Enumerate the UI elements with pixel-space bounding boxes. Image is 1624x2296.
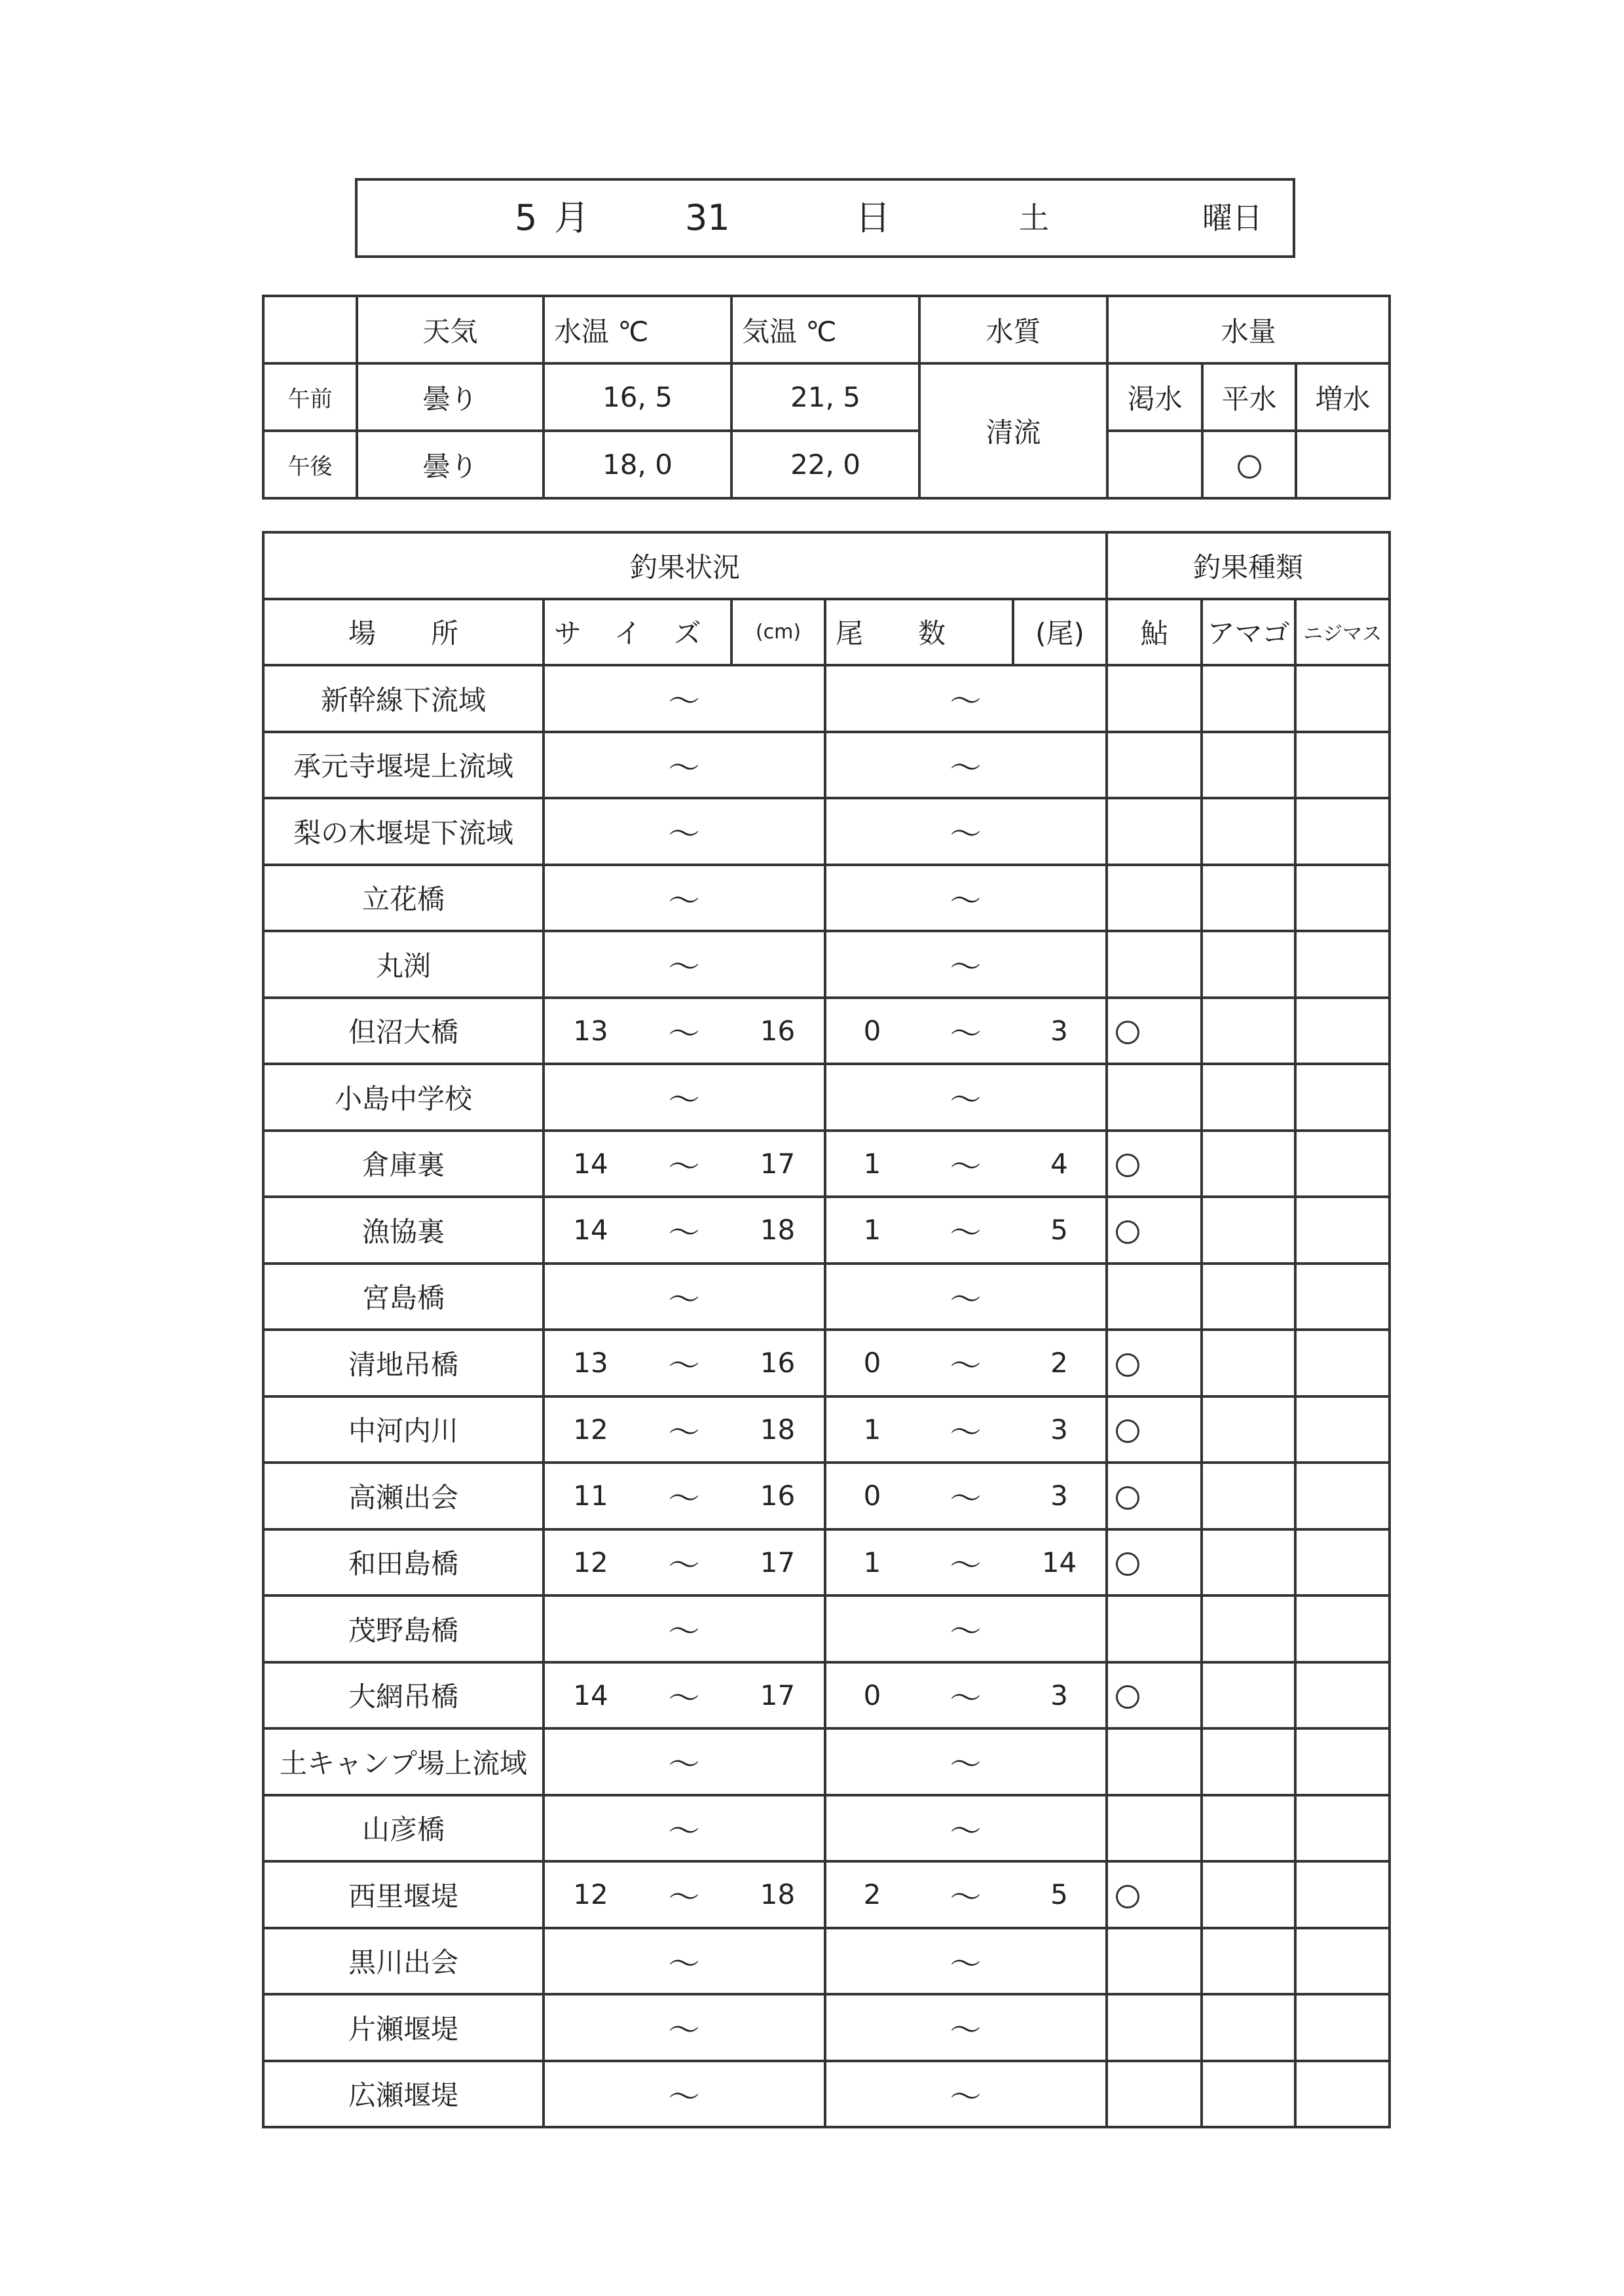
- count-min-cell: 1: [825, 1197, 918, 1264]
- amago-mark-cell: [1202, 931, 1295, 998]
- size-tilde-cell: 〜: [637, 1529, 731, 1596]
- count-min-cell: 0: [825, 1662, 918, 1729]
- date-day-label: 日: [855, 197, 891, 238]
- ayu-mark-cell: [1107, 1795, 1202, 1862]
- count-max-cell: [1013, 798, 1107, 865]
- amago-mark-cell: [1202, 1595, 1295, 1662]
- size-max-cell: 18: [731, 1861, 825, 1928]
- nijimasu-mark-cell: [1295, 1529, 1390, 1596]
- catch-status-title: 釣果状況: [263, 532, 1107, 599]
- count-min-cell: [825, 1928, 918, 1995]
- ayu-mark-cell: [1107, 2061, 1202, 2128]
- count-min-cell: [825, 1994, 918, 2061]
- size-min-cell: 13: [544, 998, 637, 1065]
- table-row: [263, 1396, 1390, 1463]
- count-max-cell: [1013, 1064, 1107, 1131]
- ayu-mark-cell: [1107, 998, 1202, 1065]
- size-min-cell: 12: [544, 1529, 637, 1596]
- count-min-cell: 1: [825, 1131, 918, 1197]
- count-min-cell: [825, 865, 918, 932]
- count-min-cell: 1: [825, 1396, 918, 1463]
- date-weekday: 土: [1019, 200, 1049, 236]
- size-min-cell: [544, 732, 637, 799]
- circle-mark-icon: [1116, 1419, 1139, 1443]
- ayu-mark-cell: [1107, 931, 1202, 998]
- date-day: 31: [685, 197, 730, 238]
- count-min-cell: [825, 1795, 918, 1862]
- circle-mark-icon: [1116, 1021, 1139, 1044]
- amago-mark-cell: [1202, 1928, 1295, 1995]
- ayu-mark-cell: [1107, 1330, 1202, 1396]
- ayu-mark-cell: [1107, 1264, 1202, 1330]
- place-cell: 清地吊橋: [263, 1330, 544, 1396]
- place-cell: 宮島橋: [263, 1264, 544, 1330]
- nijimasu-mark-cell: [1295, 1330, 1390, 1396]
- table-row: [263, 1994, 1390, 2061]
- count-min-cell: [825, 1728, 918, 1795]
- ayu-mark-cell: [1107, 665, 1202, 732]
- size-min-cell: [544, 1595, 637, 1662]
- count-max-cell: 3: [1013, 998, 1107, 1065]
- count-min-cell: [825, 1595, 918, 1662]
- place-cell: 和田島橋: [263, 1529, 544, 1596]
- place-cell: 中河内川: [263, 1396, 544, 1463]
- place-cell: 土キャンプ場上流域: [263, 1728, 544, 1795]
- size-max-cell: 17: [731, 1662, 825, 1729]
- count-max-cell: [1013, 865, 1107, 932]
- size-max-cell: 17: [731, 1131, 825, 1197]
- nijimasu-mark-cell: [1295, 1728, 1390, 1795]
- place-cell: 茂野島橋: [263, 1595, 544, 1662]
- level-mark-normal: [1202, 431, 1296, 498]
- table-row: [263, 998, 1390, 1065]
- size-min-cell: 14: [544, 1131, 637, 1197]
- size-tilde-cell: 〜: [637, 1131, 731, 1197]
- am-weather: 曇り: [357, 363, 544, 431]
- circle-mark-icon: [1116, 1685, 1139, 1709]
- nijimasu-mark-cell: [1295, 998, 1390, 1065]
- count-max-cell: [1013, 1595, 1107, 1662]
- nijimasu-mark-cell: [1295, 1795, 1390, 1862]
- col-count: 尾 数: [825, 599, 1013, 666]
- count-max-cell: [1013, 1795, 1107, 1862]
- size-max-cell: [731, 732, 825, 799]
- count-max-cell: 4: [1013, 1131, 1107, 1197]
- circle-mark-icon: [1116, 1486, 1139, 1510]
- size-tilde-cell: 〜: [637, 1330, 731, 1396]
- place-cell: 小島中学校: [263, 1064, 544, 1131]
- ayu-mark-cell: [1107, 1994, 1202, 2061]
- size-tilde-cell: 〜: [637, 1197, 731, 1264]
- circle-mark-icon: [1116, 1220, 1139, 1244]
- nijimasu-mark-cell: [1295, 798, 1390, 865]
- amago-mark-cell: [1202, 1463, 1295, 1529]
- size-max-cell: [731, 1994, 825, 2061]
- pm-label: 午後: [263, 431, 357, 498]
- header-water-temp: 水温 ℃: [544, 296, 731, 363]
- count-max-cell: 5: [1013, 1861, 1107, 1928]
- nijimasu-mark-cell: [1295, 1396, 1390, 1463]
- size-min-cell: [544, 931, 637, 998]
- size-max-cell: [731, 798, 825, 865]
- size-tilde-cell: 〜: [637, 798, 731, 865]
- size-max-cell: [731, 1928, 825, 1995]
- table-row: [263, 798, 1390, 865]
- table-row: [263, 732, 1390, 799]
- size-max-cell: [731, 1795, 825, 1862]
- amago-mark-cell: [1202, 865, 1295, 932]
- count-tilde-cell: 〜: [918, 1795, 1013, 1862]
- size-tilde-cell: 〜: [637, 1463, 731, 1529]
- place-cell: 立花橋: [263, 865, 544, 932]
- size-min-cell: 12: [544, 1861, 637, 1928]
- size-max-cell: [731, 1264, 825, 1330]
- size-min-cell: 12: [544, 1396, 637, 1463]
- place-cell: 但沼大橋: [263, 998, 544, 1065]
- amago-mark-cell: [1202, 1662, 1295, 1729]
- count-tilde-cell: 〜: [918, 1064, 1013, 1131]
- ayu-mark-cell: [1107, 1728, 1202, 1795]
- table-row: [263, 665, 1390, 732]
- count-max-cell: 3: [1013, 1662, 1107, 1729]
- amago-mark-cell: [1202, 998, 1295, 1065]
- ayu-mark-cell: [1107, 1595, 1202, 1662]
- count-tilde-cell: 〜: [918, 1463, 1013, 1529]
- nijimasu-mark-cell: [1295, 732, 1390, 799]
- nijimasu-mark-cell: [1295, 1064, 1390, 1131]
- nijimasu-mark-cell: [1295, 1928, 1390, 1995]
- count-max-cell: 3: [1013, 1396, 1107, 1463]
- count-max-cell: 5: [1013, 1197, 1107, 1264]
- ayu-mark-cell: [1107, 1928, 1202, 1995]
- col-place: 場 所: [263, 599, 544, 666]
- amago-mark-cell: [1202, 1264, 1295, 1330]
- count-max-cell: [1013, 665, 1107, 732]
- place-cell: 梨の木堰堤下流域: [263, 798, 544, 865]
- size-min-cell: [544, 1064, 637, 1131]
- level-mark-low: [1107, 431, 1202, 498]
- am-label: 午前: [263, 363, 357, 431]
- count-tilde-cell: 〜: [918, 732, 1013, 799]
- size-tilde-cell: 〜: [637, 865, 731, 932]
- size-tilde-cell: 〜: [637, 1064, 731, 1131]
- size-tilde-cell: 〜: [637, 1994, 731, 2061]
- count-max-cell: [1013, 1728, 1107, 1795]
- count-min-cell: [825, 665, 918, 732]
- header-weather: 天気: [357, 296, 544, 363]
- size-min-cell: [544, 1728, 637, 1795]
- size-tilde-cell: 〜: [637, 1264, 731, 1330]
- pm-weather: 曇り: [357, 431, 544, 498]
- count-tilde-cell: 〜: [918, 1396, 1013, 1463]
- catch-table: [262, 531, 1391, 2128]
- count-min-cell: [825, 1064, 918, 1131]
- table-row: [263, 1861, 1390, 1928]
- count-tilde-cell: 〜: [918, 1264, 1013, 1330]
- pm-water-temp: 18, 0: [544, 431, 731, 498]
- ayu-mark-cell: [1107, 798, 1202, 865]
- count-min-cell: [825, 931, 918, 998]
- count-tilde-cell: 〜: [918, 1928, 1013, 1995]
- nijimasu-mark-cell: [1295, 1861, 1390, 1928]
- level-label-low: 渇水: [1107, 363, 1202, 431]
- count-tilde-cell: 〜: [918, 1595, 1013, 1662]
- count-tilde-cell: 〜: [918, 665, 1013, 732]
- table-row: [263, 1330, 1390, 1396]
- count-min-cell: [825, 732, 918, 799]
- table-row: [263, 1064, 1390, 1131]
- count-max-cell: [1013, 732, 1107, 799]
- nijimasu-mark-cell: [1295, 1662, 1390, 1729]
- count-tilde-cell: 〜: [918, 1994, 1013, 2061]
- size-min-cell: [544, 1928, 637, 1995]
- size-max-cell: 17: [731, 1529, 825, 1596]
- size-min-cell: [544, 798, 637, 865]
- amago-mark-cell: [1202, 1064, 1295, 1131]
- ayu-mark-cell: [1107, 1064, 1202, 1131]
- header-water-quality: 水質: [919, 296, 1107, 363]
- size-min-cell: [544, 1264, 637, 1330]
- place-cell: 片瀬堰堤: [263, 1994, 544, 2061]
- ayu-mark-cell: [1107, 1861, 1202, 1928]
- ayu-mark-cell: [1107, 1131, 1202, 1197]
- nijimasu-mark-cell: [1295, 1994, 1390, 2061]
- table-row: [263, 865, 1390, 932]
- size-tilde-cell: 〜: [637, 2061, 731, 2128]
- circle-mark-icon: [1238, 455, 1261, 479]
- header-air-temp: 気温 ℃: [731, 296, 919, 363]
- amago-mark-cell: [1202, 732, 1295, 799]
- size-tilde-cell: 〜: [637, 1861, 731, 1928]
- size-min-cell: [544, 865, 637, 932]
- count-max-cell: 14: [1013, 1529, 1107, 1596]
- count-min-cell: [825, 2061, 918, 2128]
- size-tilde-cell: 〜: [637, 1595, 731, 1662]
- size-min-cell: [544, 1795, 637, 1862]
- place-cell: 漁協裏: [263, 1197, 544, 1264]
- table-row: [263, 1595, 1390, 1662]
- size-max-cell: [731, 1595, 825, 1662]
- amago-mark-cell: [1202, 665, 1295, 732]
- date-month: 5: [515, 197, 538, 238]
- place-cell: 広瀬堰堤: [263, 2061, 544, 2128]
- nijimasu-mark-cell: [1295, 1463, 1390, 1529]
- size-max-cell: [731, 2061, 825, 2128]
- size-max-cell: [731, 865, 825, 932]
- col-size: サ イ ズ: [544, 599, 731, 666]
- amago-mark-cell: [1202, 798, 1295, 865]
- count-min-cell: [825, 1264, 918, 1330]
- count-tilde-cell: 〜: [918, 931, 1013, 998]
- place-cell: 西里堰堤: [263, 1861, 544, 1928]
- size-tilde-cell: 〜: [637, 732, 731, 799]
- ayu-mark-cell: [1107, 865, 1202, 932]
- place-cell: 倉庫裏: [263, 1131, 544, 1197]
- catch-species-title: 釣果種類: [1107, 532, 1390, 599]
- table-row: [263, 2061, 1390, 2128]
- table-row: [263, 1264, 1390, 1330]
- count-tilde-cell: 〜: [918, 1131, 1013, 1197]
- size-min-cell: 14: [544, 1662, 637, 1729]
- size-max-cell: 18: [731, 1396, 825, 1463]
- weather-table: [262, 295, 1391, 500]
- count-min-cell: 2: [825, 1861, 918, 1928]
- amago-mark-cell: [1202, 1994, 1295, 2061]
- date-weekday-label: 曜日: [1202, 200, 1263, 236]
- am-air-temp: 21, 5: [731, 363, 919, 431]
- count-max-cell: [1013, 1264, 1107, 1330]
- count-max-cell: [1013, 931, 1107, 998]
- ayu-mark-cell: [1107, 1463, 1202, 1529]
- place-cell: 山彦橋: [263, 1795, 544, 1862]
- size-tilde-cell: 〜: [637, 931, 731, 998]
- count-min-cell: 0: [825, 1463, 918, 1529]
- table-row: [263, 1529, 1390, 1596]
- nijimasu-mark-cell: [1295, 865, 1390, 932]
- count-max-cell: 3: [1013, 1463, 1107, 1529]
- size-max-cell: [731, 931, 825, 998]
- nijimasu-mark-cell: [1295, 1264, 1390, 1330]
- amago-mark-cell: [1202, 1396, 1295, 1463]
- ayu-mark-cell: [1107, 732, 1202, 799]
- count-tilde-cell: 〜: [918, 998, 1013, 1065]
- species-ayu: 鮎: [1107, 599, 1202, 666]
- size-tilde-cell: 〜: [637, 1728, 731, 1795]
- amago-mark-cell: [1202, 1728, 1295, 1795]
- count-max-cell: 2: [1013, 1330, 1107, 1396]
- size-tilde-cell: 〜: [637, 998, 731, 1065]
- count-min-cell: [825, 798, 918, 865]
- size-min-cell: 11: [544, 1463, 637, 1529]
- count-tilde-cell: 〜: [918, 1529, 1013, 1596]
- size-min-cell: 13: [544, 1330, 637, 1396]
- amago-mark-cell: [1202, 1197, 1295, 1264]
- table-row: [263, 1928, 1390, 1995]
- table-row: [263, 1463, 1390, 1529]
- amago-mark-cell: [1202, 1131, 1295, 1197]
- circle-mark-icon: [1116, 1154, 1139, 1177]
- level-label-high: 増水: [1296, 363, 1390, 431]
- ayu-mark-cell: [1107, 1197, 1202, 1264]
- date-month-label: 月: [554, 197, 589, 238]
- count-min-cell: 0: [825, 1330, 918, 1396]
- count-tilde-cell: 〜: [918, 1662, 1013, 1729]
- amago-mark-cell: [1202, 2061, 1295, 2128]
- count-min-cell: 0: [825, 998, 918, 1065]
- place-cell: 大網吊橋: [263, 1662, 544, 1729]
- species-amago: アマゴ: [1202, 599, 1295, 666]
- size-tilde-cell: 〜: [637, 1928, 731, 1995]
- size-max-cell: [731, 1728, 825, 1795]
- amago-mark-cell: [1202, 1861, 1295, 1928]
- level-label-normal: 平水: [1202, 363, 1296, 431]
- nijimasu-mark-cell: [1295, 1131, 1390, 1197]
- count-max-cell: [1013, 1994, 1107, 2061]
- count-tilde-cell: 〜: [918, 1861, 1013, 1928]
- place-cell: 黒川出会: [263, 1928, 544, 1995]
- size-max-cell: 16: [731, 998, 825, 1065]
- water-quality-value: 清流: [919, 363, 1107, 498]
- size-tilde-cell: 〜: [637, 1795, 731, 1862]
- date-header: [355, 178, 1295, 258]
- table-row: [263, 931, 1390, 998]
- count-tilde-cell: 〜: [918, 1197, 1013, 1264]
- col-size-unit: (cm): [731, 599, 825, 666]
- circle-mark-icon: [1116, 1552, 1139, 1576]
- table-row: [263, 1728, 1390, 1795]
- ayu-mark-cell: [1107, 1396, 1202, 1463]
- size-min-cell: 14: [544, 1197, 637, 1264]
- col-count-unit: (尾): [1013, 599, 1107, 666]
- header-water-level: 水量: [1107, 296, 1390, 363]
- pm-air-temp: 22, 0: [731, 431, 919, 498]
- size-max-cell: [731, 665, 825, 732]
- amago-mark-cell: [1202, 1529, 1295, 1596]
- size-max-cell: 16: [731, 1330, 825, 1396]
- nijimasu-mark-cell: [1295, 1595, 1390, 1662]
- count-tilde-cell: 〜: [918, 2061, 1013, 2128]
- circle-mark-icon: [1116, 1885, 1139, 1908]
- level-mark-high: [1296, 431, 1390, 498]
- count-tilde-cell: 〜: [918, 1728, 1013, 1795]
- count-tilde-cell: 〜: [918, 798, 1013, 865]
- size-max-cell: 18: [731, 1197, 825, 1264]
- size-max-cell: 16: [731, 1463, 825, 1529]
- species-nijimasu: ニジマス: [1295, 599, 1390, 666]
- table-row: [263, 1795, 1390, 1862]
- ayu-mark-cell: [1107, 1529, 1202, 1596]
- amago-mark-cell: [1202, 1330, 1295, 1396]
- size-max-cell: [731, 1064, 825, 1131]
- place-cell: 新幹線下流域: [263, 665, 544, 732]
- size-min-cell: [544, 1994, 637, 2061]
- weather-corner-cell: [263, 296, 357, 363]
- size-tilde-cell: 〜: [637, 1396, 731, 1463]
- place-cell: 承元寺堰堤上流域: [263, 732, 544, 799]
- size-tilde-cell: 〜: [637, 1662, 731, 1729]
- amago-mark-cell: [1202, 1795, 1295, 1862]
- table-row: [263, 1662, 1390, 1729]
- place-cell: 丸渕: [263, 931, 544, 998]
- place-cell: 高瀬出会: [263, 1463, 544, 1529]
- table-row: [263, 1197, 1390, 1264]
- count-min-cell: 1: [825, 1529, 918, 1596]
- table-row: [263, 1131, 1390, 1197]
- count-max-cell: [1013, 2061, 1107, 2128]
- size-min-cell: [544, 2061, 637, 2128]
- am-water-temp: 16, 5: [544, 363, 731, 431]
- size-min-cell: [544, 665, 637, 732]
- circle-mark-icon: [1116, 1353, 1139, 1377]
- nijimasu-mark-cell: [1295, 931, 1390, 998]
- count-tilde-cell: 〜: [918, 865, 1013, 932]
- nijimasu-mark-cell: [1295, 2061, 1390, 2128]
- size-tilde-cell: 〜: [637, 665, 731, 732]
- nijimasu-mark-cell: [1295, 1197, 1390, 1264]
- nijimasu-mark-cell: [1295, 665, 1390, 732]
- count-max-cell: [1013, 1928, 1107, 1995]
- ayu-mark-cell: [1107, 1662, 1202, 1729]
- count-tilde-cell: 〜: [918, 1330, 1013, 1396]
